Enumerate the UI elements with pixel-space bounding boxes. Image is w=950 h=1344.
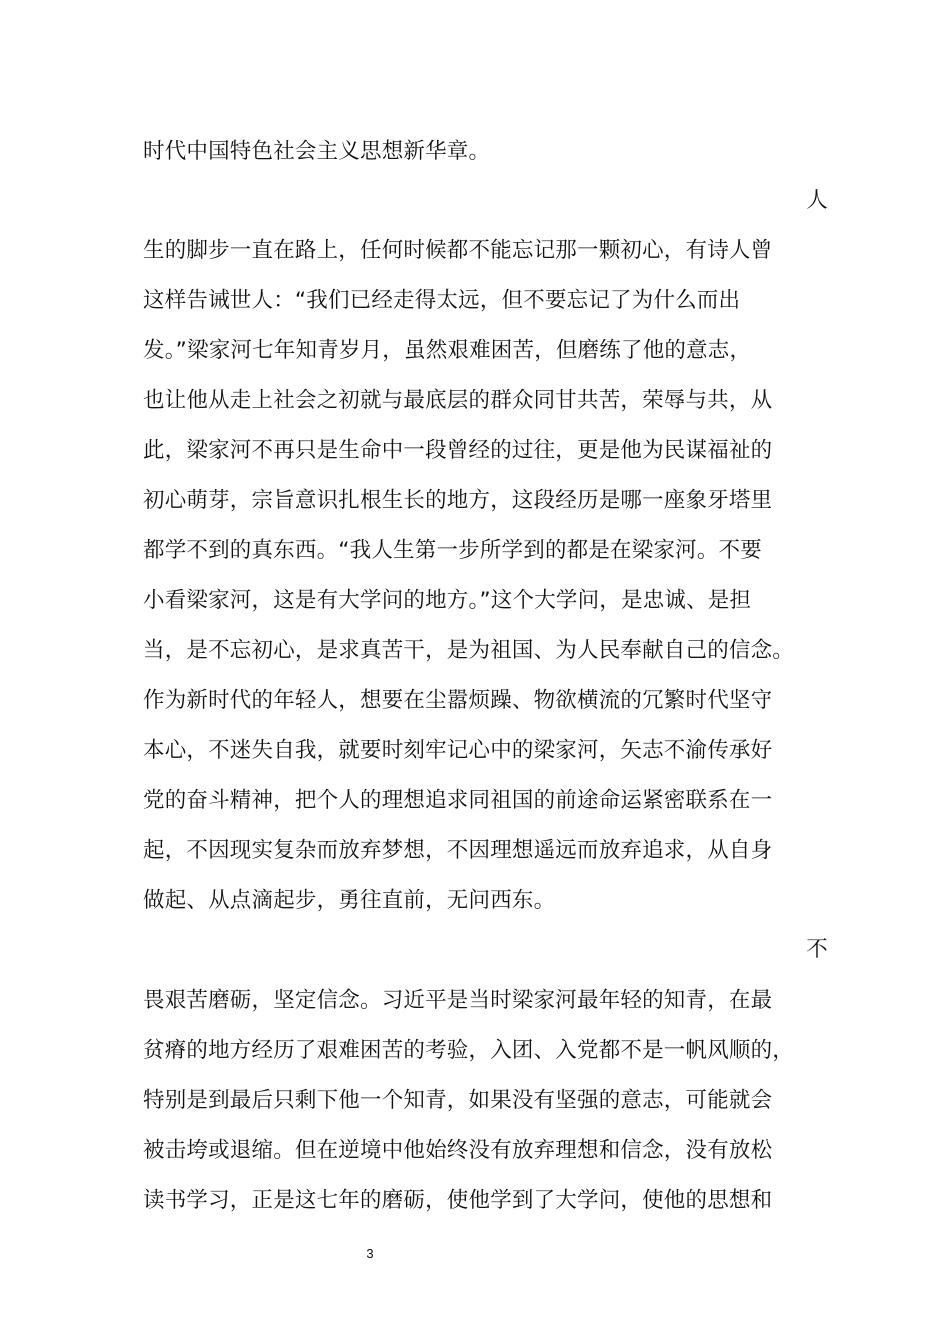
text-line: 都学不到的真东西。“我人生第一步所学到的都是在梁家河。不要	[143, 538, 762, 563]
text-line-right-fragment: 人	[806, 188, 828, 213]
text-line: 特别是到最后只剩下他一个知青，如果没有坚强的意志，可能就会	[143, 1088, 773, 1113]
text-line: 此，梁家河不再只是生命中一段曾经的过往，更是他为民谋福祉的	[143, 438, 773, 463]
text-line: 畏艰苦磨砺，坚定信念。习近平是当时梁家河最年轻的知青，在最	[143, 988, 773, 1013]
text-line: 党的奋斗精神，把个人的理想追求同祖国的前途命运紧密联系在一	[143, 788, 773, 813]
text-line: 读书学习，正是这七年的磨砺，使他学到了大学问，使他的思想和	[143, 1188, 773, 1213]
page-number: 3	[366, 1246, 374, 1261]
text-line: 生的脚步一直在路上，任何时候都不能忘记那一颗初心，有诗人曾	[143, 238, 773, 263]
text-line-right-fragment: 不	[806, 937, 828, 962]
text-line: 起，不因现实复杂而放弃梦想，不因理想遥远而放弃追求，从自身	[143, 838, 773, 863]
text-line: 发。”梁家河七年知青岁月，虽然艰难困苦，但磨练了他的意志，	[143, 338, 752, 363]
text-line: 初心萌芽，宗旨意识扎根生长的地方，这段经历是哪一座象牙塔里	[143, 488, 773, 513]
text-line: 贫瘠的地方经历了艰难困苦的考验，入团、入党都不是一帆风顺的，	[143, 1038, 795, 1063]
text-line: 也让他从走上社会之初就与最底层的群众同甘共苦，荣辱与共，从	[143, 388, 773, 413]
text-line: 时代中国特色社会主义思想新华章。	[143, 139, 491, 164]
text-line: 被击垮或退缩。但在逆境中他始终没有放弃理想和信念，没有放松	[143, 1138, 773, 1163]
text-line: 小看梁家河，这是有大学问的地方。”这个大学问，是忠诚、是担	[143, 588, 752, 613]
text-line: 本心，不迷失自我，就要时刻牢记心中的梁家河，矢志不渝传承好	[143, 738, 773, 763]
text-line: 这样告诫世人：“我们已经走得太远，但不要忘记了为什么而出	[143, 288, 741, 313]
text-line: 作为新时代的年轻人，想要在尘嚣烦躁、物欲横流的冗繁时代坚守	[143, 688, 773, 713]
text-line: 当，是不忘初心，是求真苦干，是为祖国、为人民奉献自己的信念。	[143, 638, 795, 663]
text-line: 做起、从点滴起步，勇往直前，无问西东。	[143, 888, 556, 913]
